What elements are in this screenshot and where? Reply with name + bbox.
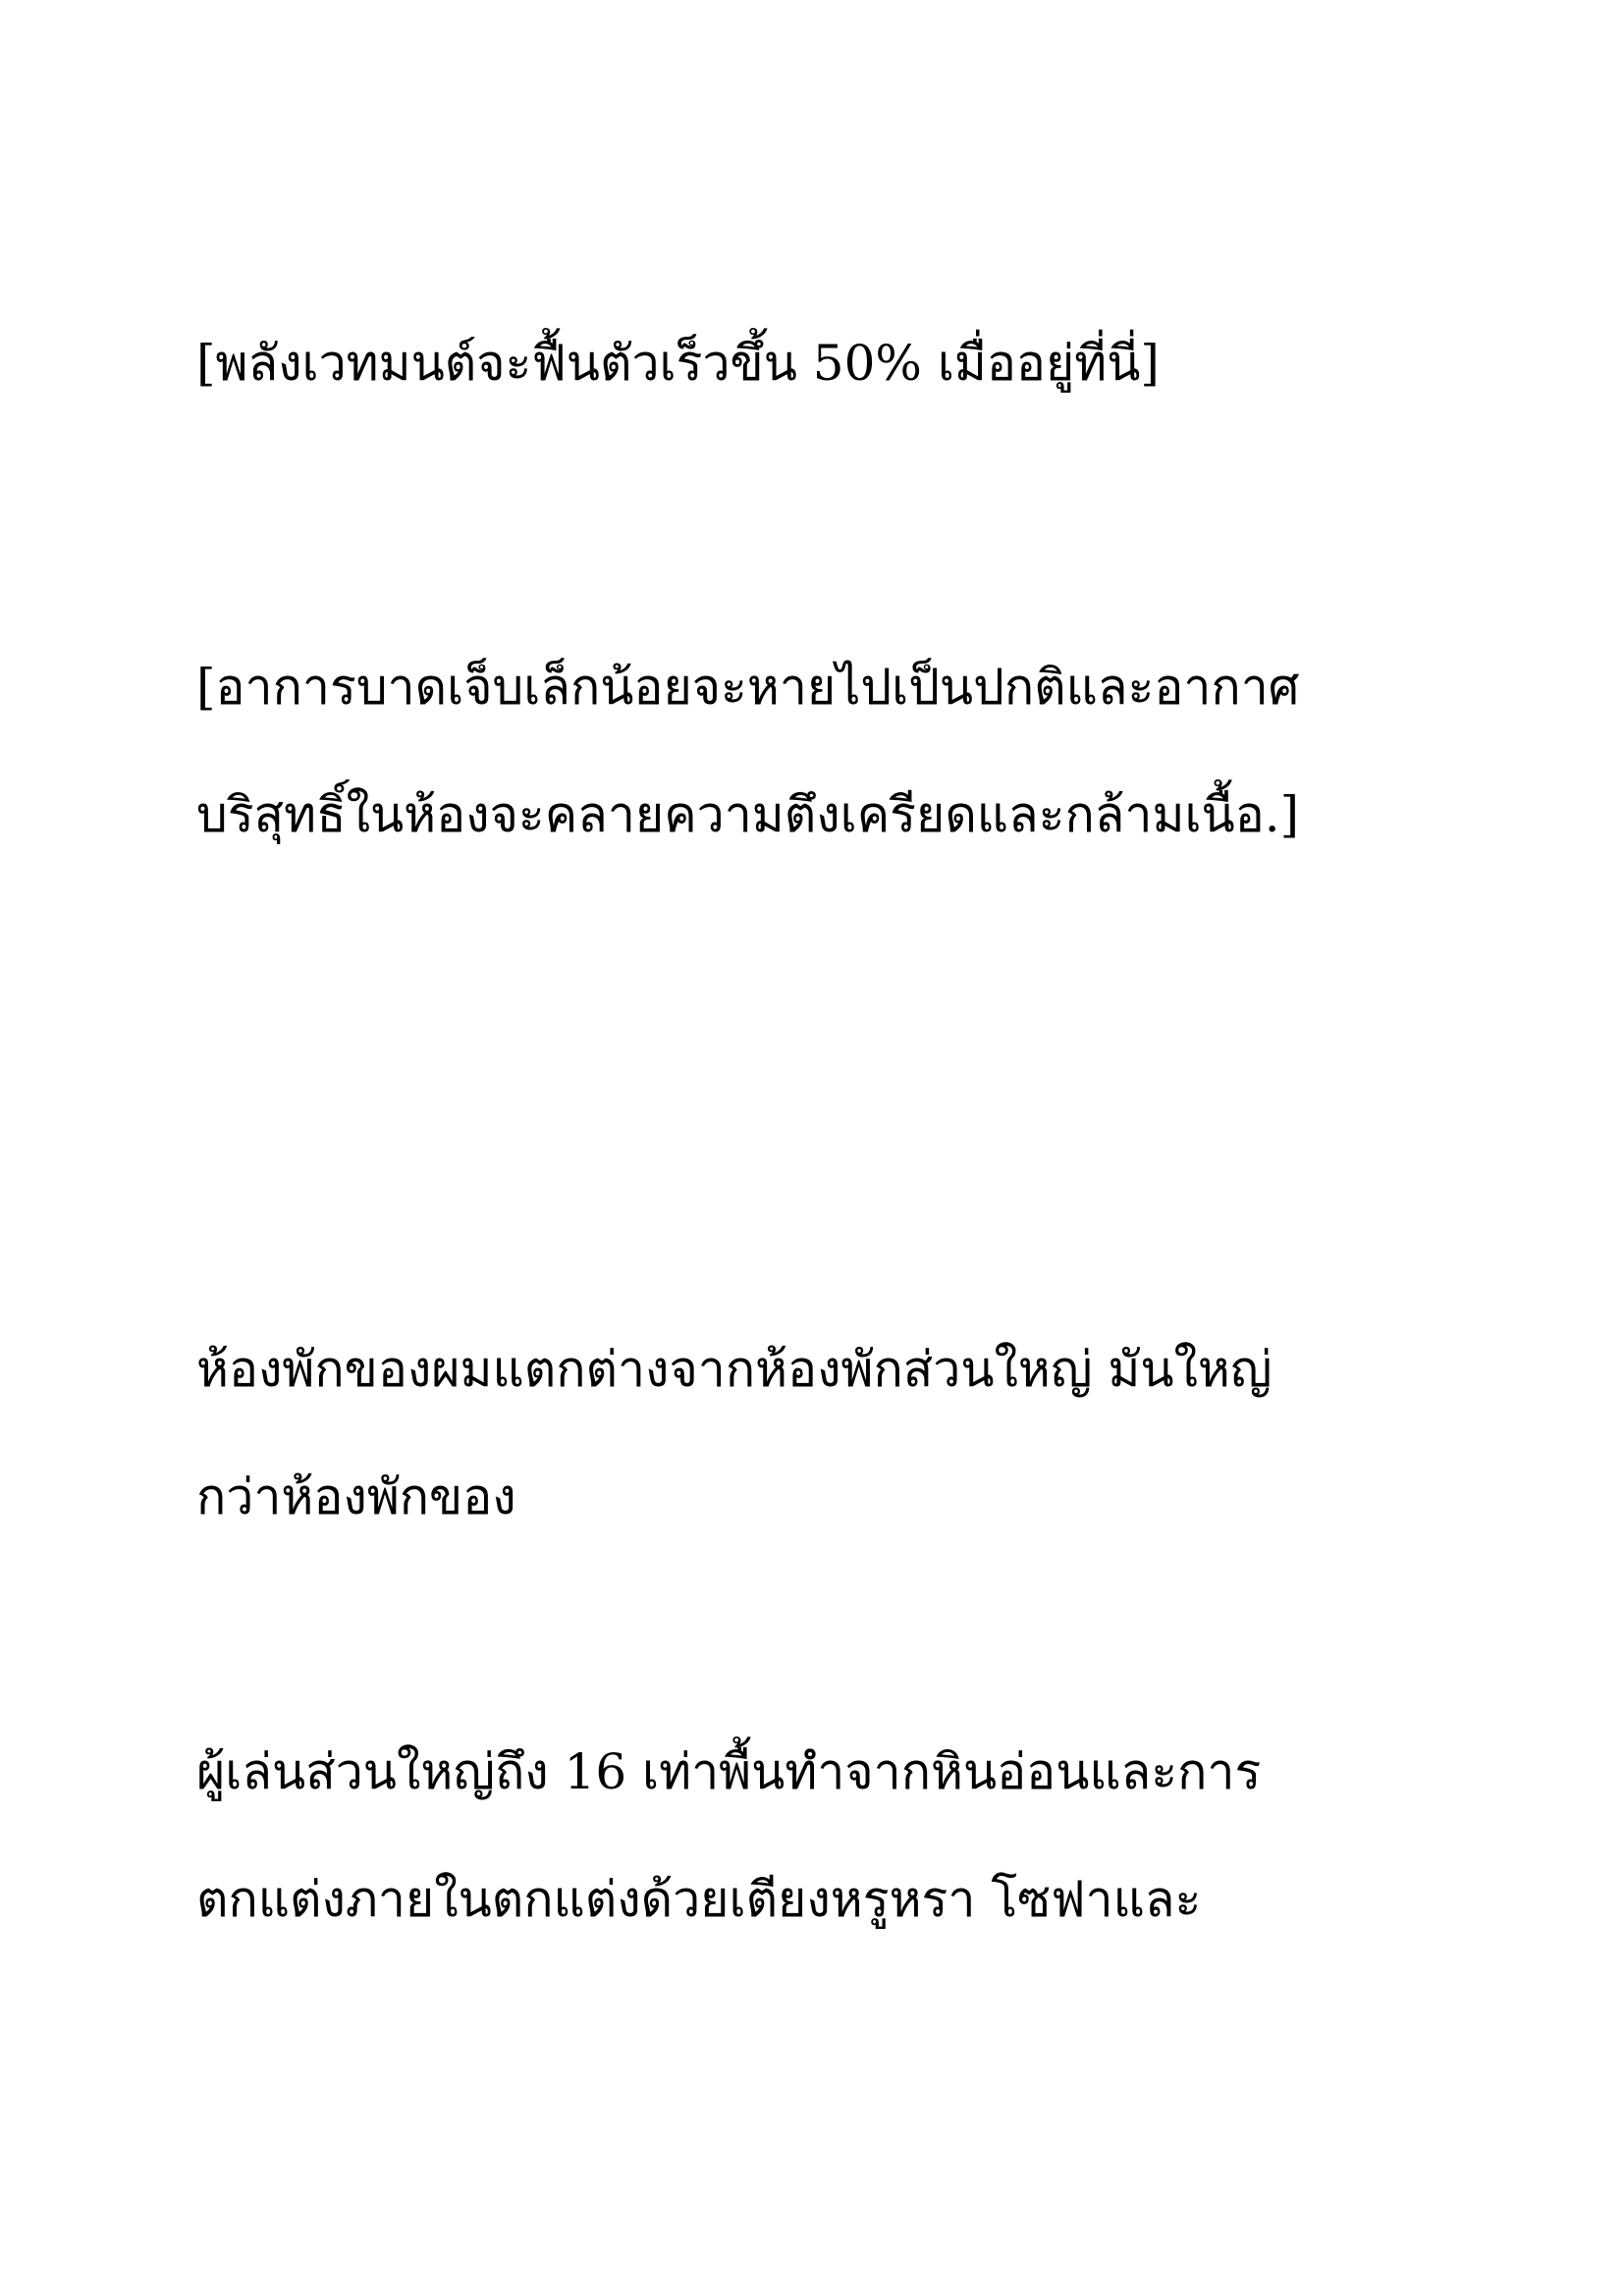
paragraph-healing-air-line-1: [อาการบาดเจ็บเล็กน้อยจะหายไปเป็นปกติและอากาศ (196, 659, 1300, 716)
paragraph-healing-air-line-2: บริสุทธิ์ในห้องจะคลายความตึงเครียดและกล้ามเนื้อ.] (196, 786, 1300, 843)
paragraph-room-decor-line-2: ตกแต่งภายในตกแต่งด้วยเตียงหรูหรา โซฟาและ (196, 1871, 1202, 1928)
paragraph-room-decor-line-1: ผู้เล่นส่วนใหญ่ถึง 16 เท่าพื้นทำจากหินอ่อนและการ (196, 1743, 1262, 1800)
paragraph-room-size-line-2: กว่าห้องพักของ (196, 1468, 516, 1525)
paragraph-mana-regeneration-line-1: [พลังเวทมนต์จะฟื้นตัวเร็วขึ้น 50% เมื่ออยู่ที่นี่] (196, 335, 1160, 392)
paragraph-room-size-line-1: ห้องพักของผมแตกต่างจากห้องพักส่วนใหญ่ มันใหญ่ (196, 1341, 1272, 1398)
